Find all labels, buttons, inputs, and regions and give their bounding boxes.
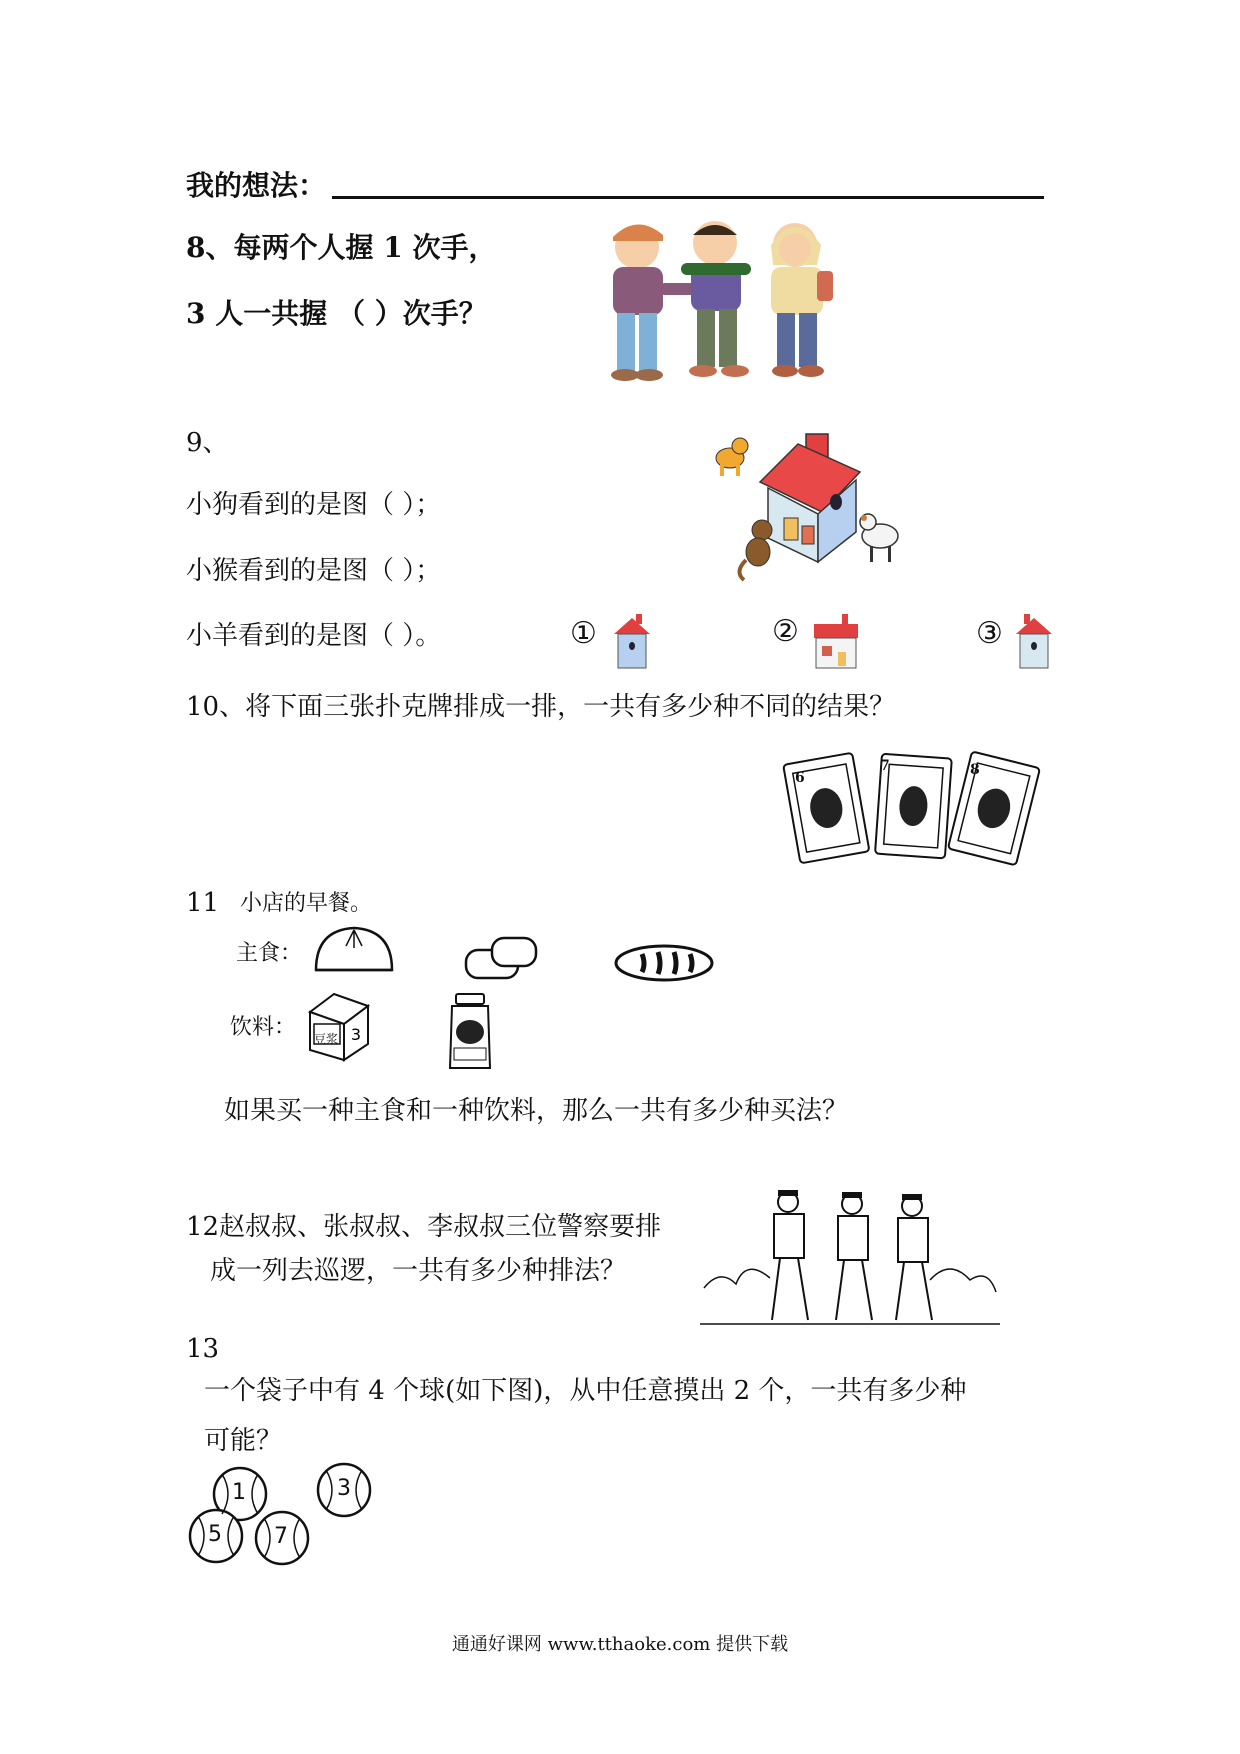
house-animals-illustration [710,432,910,582]
soy-milk-carton-icon [304,990,374,1062]
ball-7-label: 7 [274,1524,288,1549]
drink-label: 饮料： [230,1015,297,1040]
q11-number: 11 [186,888,220,918]
baguette-icon [612,940,716,986]
milk-bottle-icon [444,992,496,1072]
q9-monkey-line: 小猴看到的是图（ ）； [186,556,442,586]
option-3-label: ③ [976,616,1003,651]
answer-line[interactable] [332,196,1044,199]
q8-line1: 8、每两个人握 1 次手， [186,231,497,264]
house-view-1-icon [610,612,654,670]
option-2-label: ② [772,614,799,649]
bread-roll-icon [462,934,540,984]
ball-1-label: 1 [232,1480,246,1505]
playing-cards-illustration [782,752,1042,872]
q12-line1: 12赵叔叔、张叔叔、李叔叔三位警察要排 [186,1212,662,1242]
q12-line2: 成一列去巡逻，一共有多少种排法？ [210,1256,627,1286]
house-view-3-icon [1012,612,1056,670]
staple-label: 主食： [236,941,303,966]
steamed-bun-icon [312,922,396,980]
q9-dog-line: 小狗看到的是图（ ）； [186,490,442,520]
q11-question: 如果买一种主食和一种饮料，那么一共有多少种买法？ [224,1096,849,1126]
q13-line2: 可能？ [204,1426,283,1456]
ball-3-label: 3 [337,1476,351,1501]
q13-number: 13 [186,1334,220,1364]
police-officers-illustration [700,1188,1000,1338]
option-1-label: ① [570,616,597,651]
card-7-label: 7 [880,758,890,774]
q9-number: 9、 [186,428,229,458]
q9-sheep-line: 小羊看到的是图（ ）。 [186,621,442,651]
svg-text:3: 3 [350,1025,362,1044]
card-6-label: 6 [795,770,805,786]
kids-handshake-illustration [585,205,855,385]
carton-label: 豆浆 [314,1032,339,1046]
q13-line1: 一个袋子中有 4 个球(如下图)，从中任意摸出 2 个，一共有多少种 [204,1376,967,1406]
my-thoughts-label: 我的想法： [186,169,327,202]
card-8-label: 8 [970,762,980,778]
house-view-2-icon [810,612,862,670]
ball-5-label: 5 [208,1522,222,1547]
q8-line2: 3 人一共握 （ ）次手？ [186,297,487,330]
footer-text: 通通好课网 www.tthaoke.com 提供下载 [451,1634,789,1655]
q11-title: 小店的早餐。 [240,891,373,916]
q10-text: 10、将下面三张扑克牌排成一排，一共有多少种不同的结果？ [186,692,896,722]
